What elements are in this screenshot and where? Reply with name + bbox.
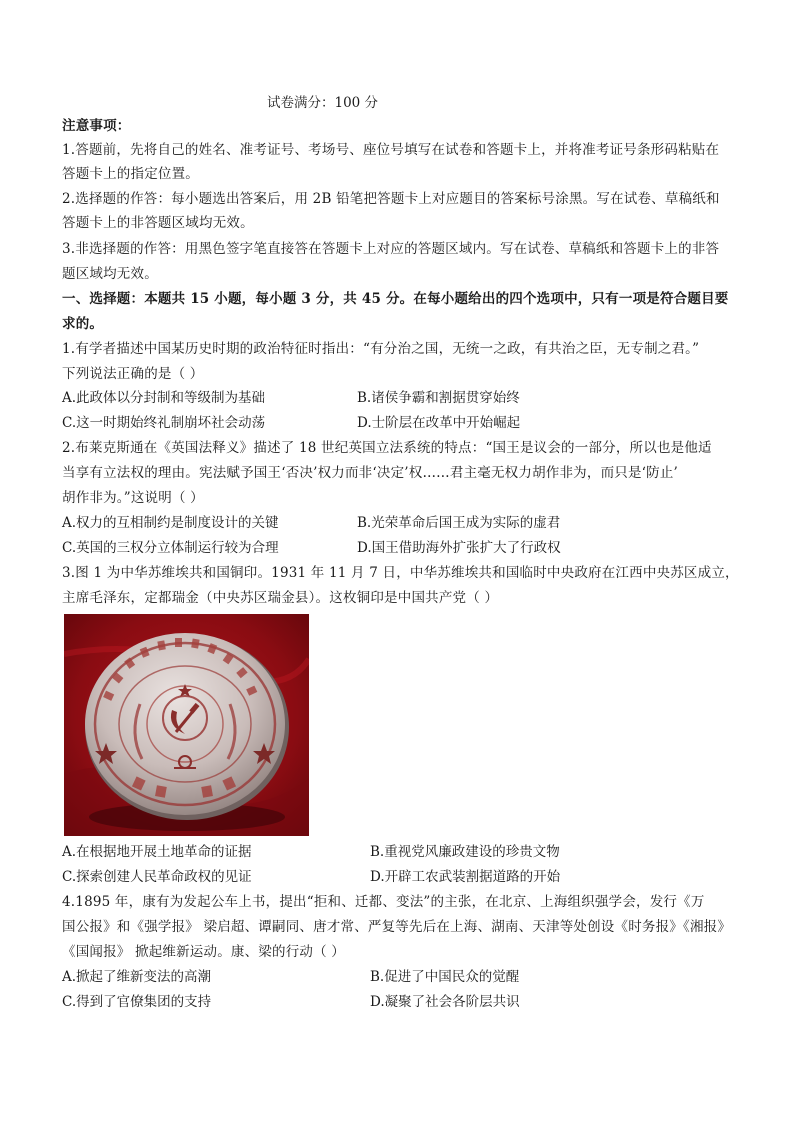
question-2-option-a: A.权力的互相制约是制度设计的关键 xyxy=(62,515,279,531)
question-2-stem-line-3: 胡作非为。”这说明（ ） xyxy=(62,490,204,506)
copper-seal-figure xyxy=(64,614,309,836)
question-1-option-b: B.诸侯争霸和割据贯穿始终 xyxy=(357,390,520,406)
question-2-stem-line-2: 当享有立法权的理由。宪法赋予国王‘否决’权力而非‘决定’权……君主毫无权力胡作非为，而只是‘防止’ xyxy=(62,465,679,481)
question-3-stem-line-2: 主席毛泽东，定都瑞金（中央苏区瑞金县）。这枚铜印是中国共产党（ ） xyxy=(62,590,499,606)
question-1-option-d: D.士阶层在改革中开始崛起 xyxy=(357,415,521,431)
question-2-option-b: B.光荣革命后国王成为实际的虚君 xyxy=(357,515,561,531)
notice-item-1-line-1: 1.答题前，先将自己的姓名、准考证号、考场号、座位号填写在试卷和答题卡上，并将准考证号条形码粘贴在 xyxy=(62,142,720,158)
question-4-option-d: D.凝聚了社会各阶层共识 xyxy=(370,994,520,1010)
question-3-stem-line-1: 3.图 1 为中华苏维埃共和国铜印。1931 年 11 月 7 日，中华苏维埃共和国临时中央政府在江西中央苏区成立， xyxy=(62,565,739,581)
full-score-line: 试卷满分：100 分 xyxy=(267,95,379,111)
notice-item-3-line-1: 3.非选择题的作答：用黑色签字笔直接答在答题卡上对应的答题区域内。写在试卷、草稿纸和答题卡上的非答 xyxy=(62,241,720,257)
question-2-option-d: D.国王借助海外扩张扩大了行政权 xyxy=(357,540,561,556)
question-1-option-a: A.此政体以分封制和等级制为基础 xyxy=(62,390,266,406)
question-3-option-c: C.探索创建人民革命政权的见证 xyxy=(62,869,252,885)
question-4-option-c: C.得到了官僚集团的支持 xyxy=(62,994,212,1010)
question-4-stem-line-2: 国公报》和《强学报》 梁启超、谭嗣同、唐才常、严复等先后在上海、湖南、天津等处创设《时务报》《湘报》 xyxy=(62,919,732,935)
section-heading-line-1: 一、选择题：本题共 15 小题，每小题 3 分，共 45 分。在每小题给出的四个选项中，只有一项是符合题目要 xyxy=(62,291,729,307)
question-1-option-c: C.这一时期始终礼制崩坏社会动荡 xyxy=(62,415,266,431)
question-1-stem-line-2: 下列说法正确的是（ ） xyxy=(62,366,204,382)
question-4-stem-line-3: 《国闻报》 掀起维新运动。康、梁的行动（ ） xyxy=(62,944,345,960)
notice-item-2-line-1: 2.选择题的作答：每小题选出答案后，用 2B 铅笔把答题卡上对应题目的答案标号涂黑。写在试卷、草稿纸和 xyxy=(62,191,720,207)
question-2-stem-line-1: 2.布莱克斯通在《英国法释义》描述了 18 世纪英国立法系统的特点：“国王是议会的一部分，所以也是他适 xyxy=(62,440,712,456)
notice-item-2-line-2: 答题卡上的非答题区域均无效。 xyxy=(62,215,254,231)
notice-item-1-line-2: 答题卡上的指定位置。 xyxy=(62,166,199,182)
question-3-option-a: A.在根据地开展土地革命的证据 xyxy=(62,844,252,860)
section-heading-line-2: 求的。 xyxy=(62,316,104,332)
question-1-stem-line-1: 1.有学者描述中国某历史时期的政治特征时指出：“有分治之国，无统一之政，有共治之臣，无专制之君。” xyxy=(62,341,700,357)
question-2-option-c: C.英国的三权分立体制运行较为合理 xyxy=(62,540,279,556)
question-3-option-b: B.重视党风廉政建设的珍贵文物 xyxy=(370,844,560,860)
question-4-stem-line-1: 4.1895 年，康有为发起公车上书，提出“拒和、迁都、变法”的主张，在北京、上海组织强学会，发行《万 xyxy=(62,894,705,910)
question-4-option-b: B.促进了中国民众的觉醒 xyxy=(370,969,520,985)
seal-body xyxy=(85,633,285,815)
notice-item-3-line-2: 题区域均无效。 xyxy=(62,266,158,282)
question-3-option-d: D.开辟工农武装割据道路的开始 xyxy=(370,869,561,885)
question-4-option-a: A.掀起了维新变法的高潮 xyxy=(62,969,212,985)
notice-heading: 注意事项： xyxy=(62,118,131,134)
